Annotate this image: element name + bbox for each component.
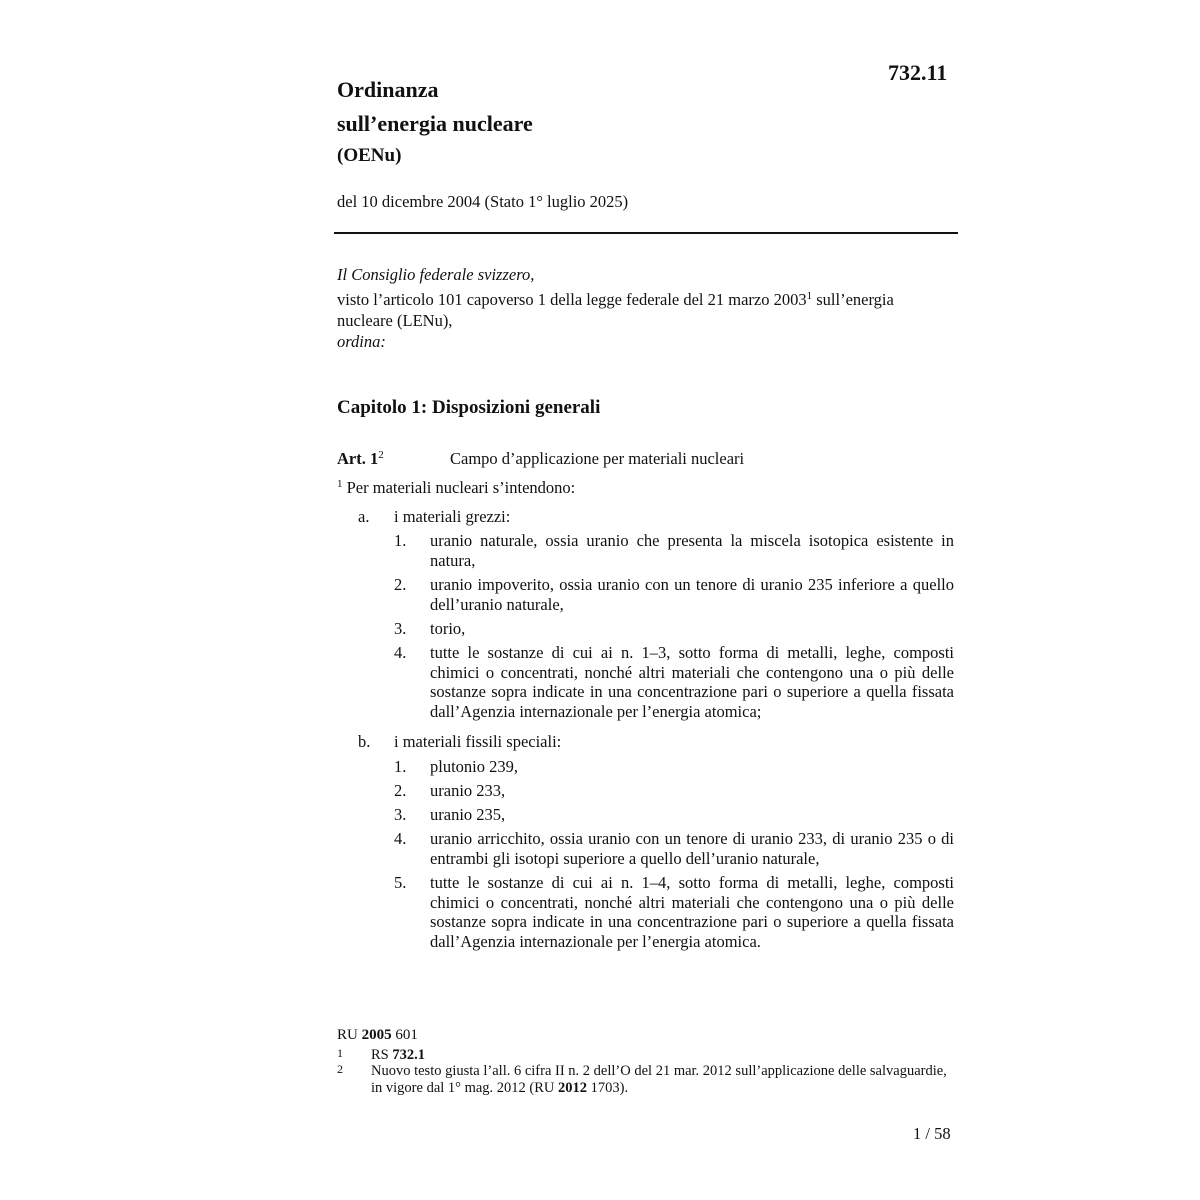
title-abbreviation: (OENu) [337, 145, 402, 166]
article-title: Campo d’applicazione per materiali nucleari [450, 449, 745, 468]
document-title [337, 73, 533, 169]
subitem-text: uranio 233, [430, 781, 506, 800]
subitem-text: uranio naturale, ossia uranio che presenta la miscela isotopica esistente in natura, [430, 531, 954, 570]
footnote-number: 1 [337, 1046, 343, 1060]
preamble-basis-text: visto l’articolo 101 capoverso 1 della legge federale del 21 marzo 2003 [337, 290, 807, 309]
subitem-number: 2. [394, 575, 407, 594]
preamble-authority: Il Consiglio federale svizzero, [337, 265, 535, 284]
subitem-number: 3. [394, 805, 407, 824]
preamble [337, 264, 957, 352]
list-letter-text: i materiali grezzi: [394, 507, 511, 526]
title-line-2: sull’energia nucleare [337, 111, 533, 136]
ru-year: 2005 [361, 1027, 392, 1043]
article-heading [337, 449, 744, 469]
subitem-text: plutonio 239, [430, 757, 519, 776]
article-number [337, 449, 450, 469]
preamble-basis-text-end: sull’energia [812, 290, 894, 309]
subitem-number: 1. [394, 757, 407, 776]
footnote-text [371, 1047, 955, 1064]
ru-prefix: RU [337, 1027, 362, 1043]
paragraph-text: Per materiali nucleari s’intendono: [342, 478, 576, 497]
ru-reference [337, 1027, 418, 1044]
title-line-1: Ordinanza [337, 77, 439, 102]
footnote-ref-number: 732.1 [392, 1047, 425, 1063]
subitem-text: uranio 235, [430, 805, 506, 824]
header-divider [334, 232, 958, 234]
document-date: del 10 dicembre 2004 (Stato 1° luglio 2025) [337, 192, 629, 211]
footnote-text-end: 1703). [587, 1080, 629, 1096]
ru-page: 601 [391, 1027, 418, 1043]
subitem-number: 3. [394, 619, 407, 638]
subitem-text: torio, [430, 619, 466, 638]
list-letter: b. [358, 732, 371, 751]
subitem-text: tutte le sostanze di cui ai n. 1–3, sotto forma di metalli, leghe, composti chimici o concentrati, nonché altri materiali che contengono una o più delle sostanze sopra indicate in una concentrazione pari o superiore a quella fissata dall’Agenzia internazionale per l’energia atomica; [430, 643, 954, 721]
subitem-text: tutte le sostanze di cui ai n. 1–4, sotto forma di metalli, leghe, composti chimici o concentrati, nonché altri materiali che contengono una o più delle sostanze sopra indicate in una concentrazione pari o superiore a quella fissata dall’Agenzia internazionale per l’energia atomica. [430, 873, 954, 951]
footnote-prefix: RS [371, 1047, 393, 1063]
paragraph-number: 1 [337, 478, 343, 490]
list-letter: a. [358, 507, 370, 526]
footnote-number: 2 [337, 1062, 343, 1076]
subitem-text: uranio impoverito, ossia uranio con un tenore di uranio 235 inferiore a quello dell’uranio naturale, [430, 575, 954, 614]
preamble-ordina: ordina: [337, 332, 386, 351]
subitem-number: 4. [394, 643, 407, 662]
footnote-ref-1[interactable]: 1 [806, 290, 813, 302]
list-letter-text: i materiali fissili speciali: [394, 732, 562, 751]
subitem-number: 2. [394, 781, 407, 800]
preamble-basis-line2: nucleare (LENu), [337, 311, 453, 330]
paragraph-1 [337, 478, 575, 498]
footnote-text-part: Nuovo testo giusta l’all. 6 cifra II n. 2 dell’O del 21 mar. 2012 sull’applicazione delle salvaguardie, in vigore dal 1° mag. 2012 (RU [371, 1063, 947, 1096]
footnote-text [371, 1063, 955, 1097]
footnote-year: 2012 [558, 1080, 588, 1096]
footnote-ref-2[interactable]: 2 [378, 449, 384, 461]
subitem-number: 1. [394, 531, 407, 550]
page-number: 1 / 58 [913, 1124, 951, 1143]
subitem-number: 4. [394, 829, 407, 848]
subitem-number: 5. [394, 873, 407, 892]
subitem-text: uranio arricchito, ossia uranio con un tenore di uranio 233, di uranio 235 o di entrambi gli isotopi superiore a quello dell’uranio naturale, [430, 829, 954, 868]
article-number-text: Art. 1 [337, 449, 379, 468]
chapter-heading: Capitolo 1: Disposizioni generali [337, 397, 601, 418]
sr-number: 732.11 [888, 60, 948, 85]
preamble-basis [337, 289, 957, 310]
